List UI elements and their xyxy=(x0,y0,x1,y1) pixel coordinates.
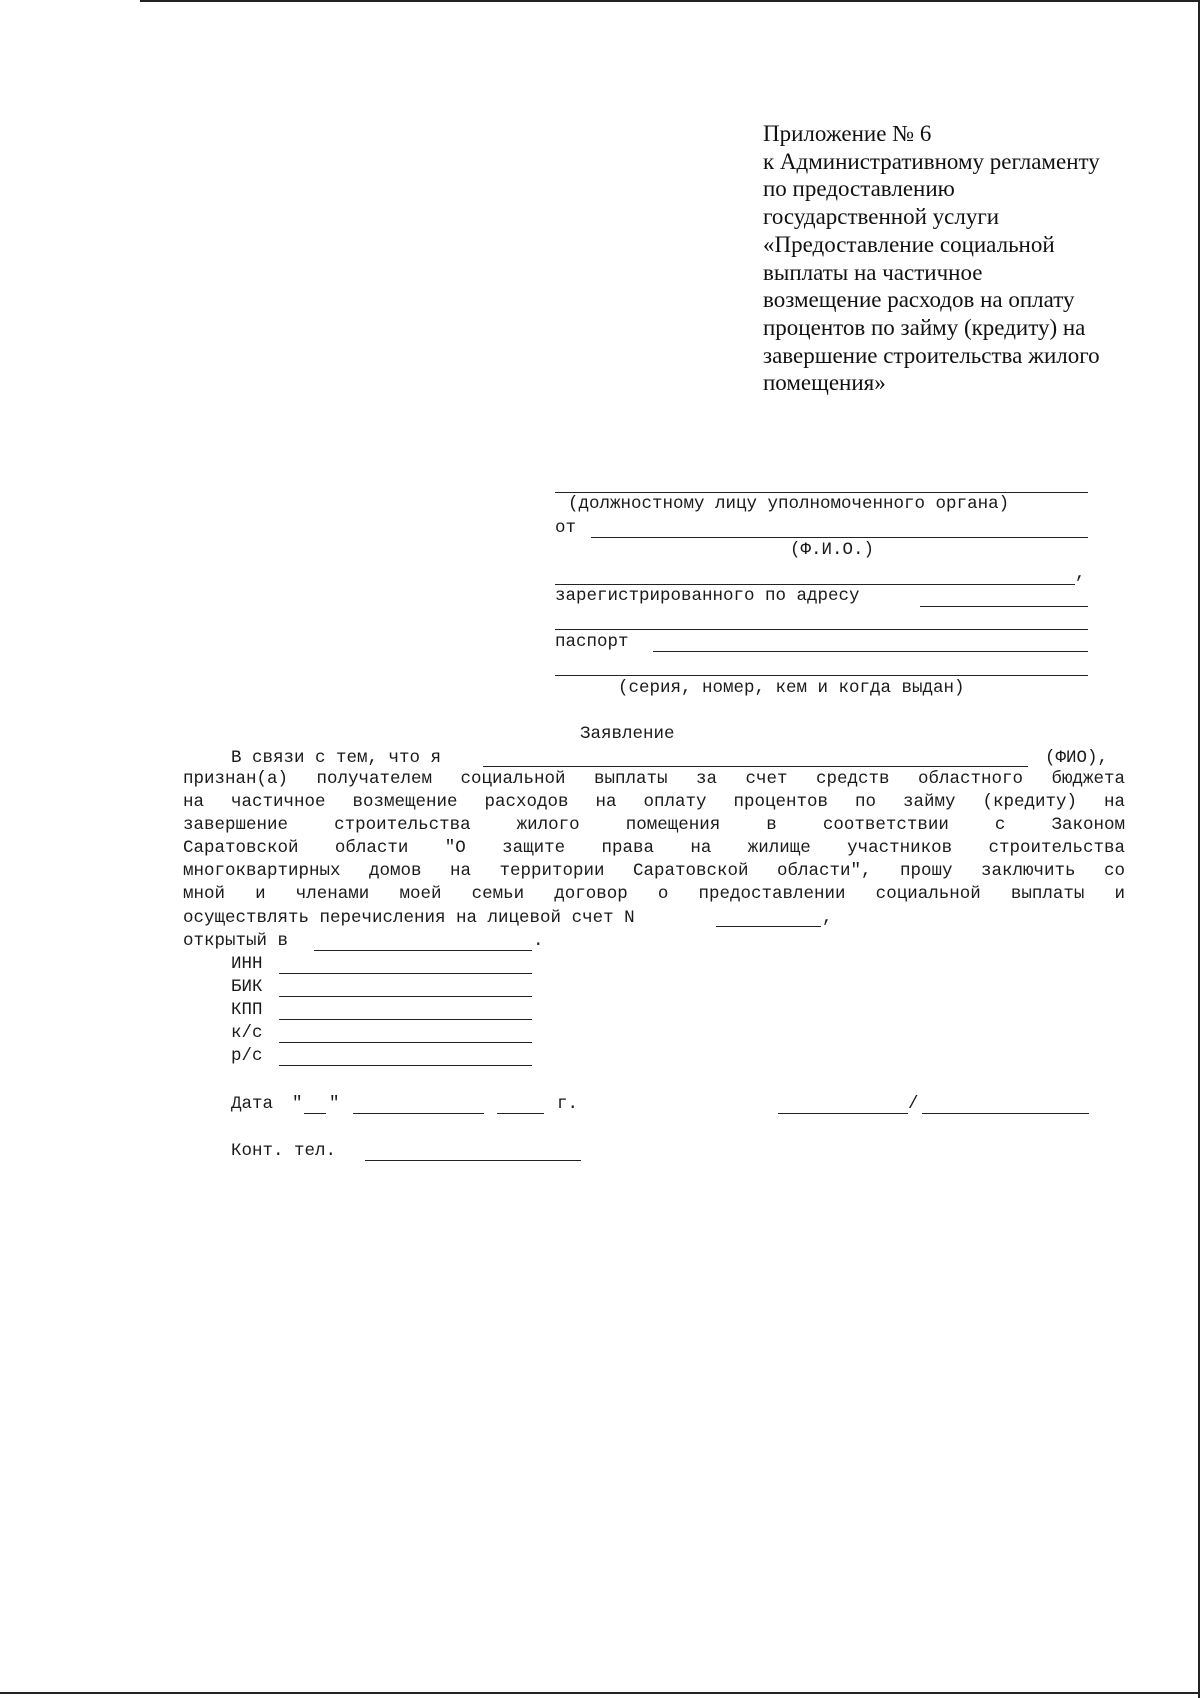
statement-body xyxy=(183,768,1125,907)
registered-label: зарегистрированного по адресу xyxy=(555,586,860,606)
official-blank-line[interactable] xyxy=(555,492,1088,493)
fio-marker: (ФИО), xyxy=(1045,748,1109,768)
date-quote-open: " xyxy=(292,1094,303,1114)
date-year-suffix: г. xyxy=(557,1094,579,1114)
comma: , xyxy=(1075,564,1086,584)
statement-line: признан(а) получателем социальной выплаты за счет средств областного бюджета xyxy=(183,769,1125,789)
signature-blank[interactable] xyxy=(778,1113,908,1114)
annex-line: возмещение расходов на оплату xyxy=(763,287,1075,313)
bank-field-ks-label: к/с xyxy=(231,1023,263,1043)
date-month-blank[interactable] xyxy=(353,1113,484,1114)
annex-line: процентов по займу (кредиту) на xyxy=(763,314,1086,340)
address-continuation-line[interactable] xyxy=(555,629,1088,630)
bank-field-ks-blank[interactable] xyxy=(279,1042,532,1043)
from-label: от xyxy=(555,518,577,538)
date-quote-close: " xyxy=(329,1094,340,1114)
fio-continuation-line[interactable] xyxy=(555,584,1075,585)
scan-edge-top xyxy=(140,0,1200,2)
annex-line: государственной услуги xyxy=(763,204,1000,230)
statement-line: Саратовской области "О защите права на жилище участников строительства xyxy=(183,838,1125,859)
statement-line: на частичное возмещение расходов на оплату процентов по займу (кредиту) на xyxy=(183,792,1125,813)
fio-caption: (Ф.И.О.) xyxy=(790,540,875,560)
annex-line: по предоставлению xyxy=(763,176,955,202)
bank-field-bik-label: БИК xyxy=(231,977,263,997)
from-blank-line[interactable] xyxy=(591,537,1088,538)
address-blank-line[interactable] xyxy=(920,606,1088,607)
signature-name-blank[interactable] xyxy=(922,1113,1089,1114)
bank-name-blank[interactable] xyxy=(314,950,532,951)
scan-edge-bottom xyxy=(0,1692,1200,1694)
bank-field-kpp-blank[interactable] xyxy=(279,1019,532,1020)
annex-line: помещения» xyxy=(763,370,886,396)
passport-blank-line[interactable] xyxy=(653,651,1088,652)
date-day-blank[interactable] xyxy=(304,1113,326,1114)
bank-field-kpp-label: КПП xyxy=(231,1000,263,1020)
statement-line: многоквартирных домов на территории Саратовской области", прошу заключить со xyxy=(183,861,1125,882)
passport-caption: (серия, номер, кем и когда выдан) xyxy=(618,678,965,698)
bank-field-rs-label: р/с xyxy=(231,1046,263,1066)
statement-intro: В связи с тем, что я xyxy=(231,748,442,768)
opened-end: . xyxy=(533,931,544,951)
date-label: Дата xyxy=(231,1094,274,1114)
account-text: осуществлять перечисления на лицевой счет N xyxy=(183,908,635,928)
official-caption: (должностному лицу уполномоченного органа) xyxy=(568,494,1010,514)
annex-line: выплаты на частичное xyxy=(763,259,983,285)
statement-line: мной и членами моей семьи договор о предоставлении социальной выплаты и xyxy=(183,884,1125,905)
account-end: , xyxy=(822,908,833,928)
bank-field-inn-label: ИНН xyxy=(231,954,263,974)
annex-line: «Предоставление социальной xyxy=(763,231,1055,257)
bank-field-rs-blank[interactable] xyxy=(279,1065,532,1066)
opened-label: открытый в xyxy=(183,931,289,951)
annex-line: Приложение № 6 xyxy=(763,121,932,146)
signature-separator: / xyxy=(908,1094,919,1114)
statement-title: Заявление xyxy=(580,724,675,744)
account-number-blank[interactable] xyxy=(716,926,821,927)
annex-line: завершение строительства жилого xyxy=(763,342,1100,368)
passport-continuation-line[interactable] xyxy=(555,675,1088,676)
applicant-fio-blank[interactable] xyxy=(483,766,1028,767)
passport-label: паспорт xyxy=(555,632,629,652)
bank-field-bik-blank[interactable] xyxy=(279,996,532,997)
phone-label: Конт. тел. xyxy=(231,1141,337,1161)
phone-blank[interactable] xyxy=(365,1160,581,1161)
date-year-blank[interactable] xyxy=(497,1113,544,1114)
statement-line: завершение строительства жилого помещения в соответствии с Законом xyxy=(183,815,1125,836)
bank-field-inn-blank[interactable] xyxy=(279,973,532,974)
annex-line: к Административному регламенту xyxy=(763,148,1100,174)
annex-header xyxy=(763,120,1183,397)
